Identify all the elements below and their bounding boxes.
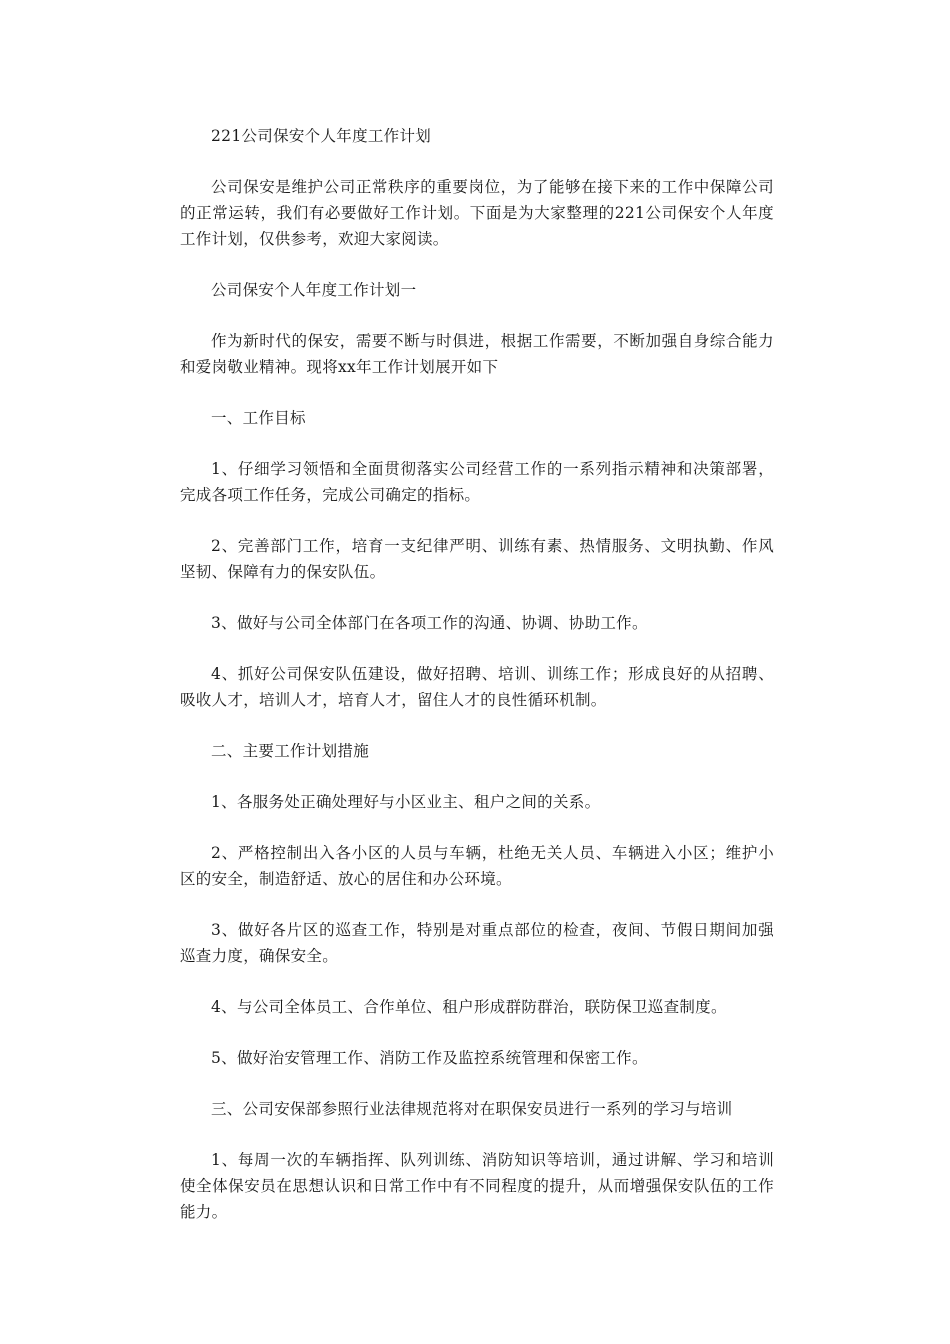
list-item: 1、各服务处正确处理好与小区业主、租户之间的关系。 <box>211 793 601 811</box>
body-paragraph: 作为新时代的保安，需要不断与时俱进，根据工作需要，不断加强自身综合能力和爱岗敬业精神。现将xx年工作计划展开如下 <box>180 332 774 376</box>
section-heading: 一、工作目标 <box>211 409 306 427</box>
list-item: 5、做好治安管理工作、消防工作及监控系统管理和保密工作。 <box>211 1049 648 1067</box>
list-item: 1、每周一次的车辆指挥、队列训练、消防知识等培训，通过讲解、学习和培训使全体保安员在思想认识和日常工作中有不同程度的提升，从而增强保安队伍的工作能力。 <box>180 1151 774 1221</box>
document-title: 221公司保安个人年度工作计划 <box>211 127 432 145</box>
list-item: 4、抓好公司保安队伍建设，做好招聘、培训、训练工作；形成良好的从招聘、吸收人才，培训人才，培育人才，留住人才的良性循环机制。 <box>180 665 774 709</box>
list-item: 1、仔细学习领悟和全面贯彻落实公司经营工作的一系列指示精神和决策部署，完成各项工作任务，完成公司确定的指标。 <box>180 460 774 504</box>
section-heading: 三、公司安保部参照行业法律规范将对在职保安员进行一系列的学习与培训 <box>211 1100 733 1118</box>
section-heading: 公司保安个人年度工作计划一 <box>211 281 417 299</box>
intro-paragraph: 公司保安是维护公司正常秩序的重要岗位，为了能够在接下来的工作中保障公司的正常运转，我们有必要做好工作计划。下面是为大家整理的221公司保安个人年度工作计划，仅供参考，欢迎大家阅读。 <box>180 178 774 248</box>
list-item: 4、与公司全体员工、合作单位、租户形成群防群治，联防保卫巡查制度。 <box>211 998 727 1016</box>
list-item: 3、做好各片区的巡查工作，特别是对重点部位的检查，夜间、节假日期间加强巡查力度，确保安全。 <box>180 921 774 965</box>
document-page <box>180 123 774 1250</box>
section-heading: 二、主要工作计划措施 <box>211 742 370 760</box>
list-item: 2、完善部门工作，培育一支纪律严明、训练有素、热情服务、文明执勤、作风坚韧、保障有力的保安队伍。 <box>180 537 774 581</box>
list-item: 2、严格控制出入各小区的人员与车辆，杜绝无关人员、车辆进入小区；维护小区的安全，制造舒适、放心的居住和办公环境。 <box>180 844 774 888</box>
list-item: 3、做好与公司全体部门在各项工作的沟通、协调、协助工作。 <box>211 614 648 632</box>
